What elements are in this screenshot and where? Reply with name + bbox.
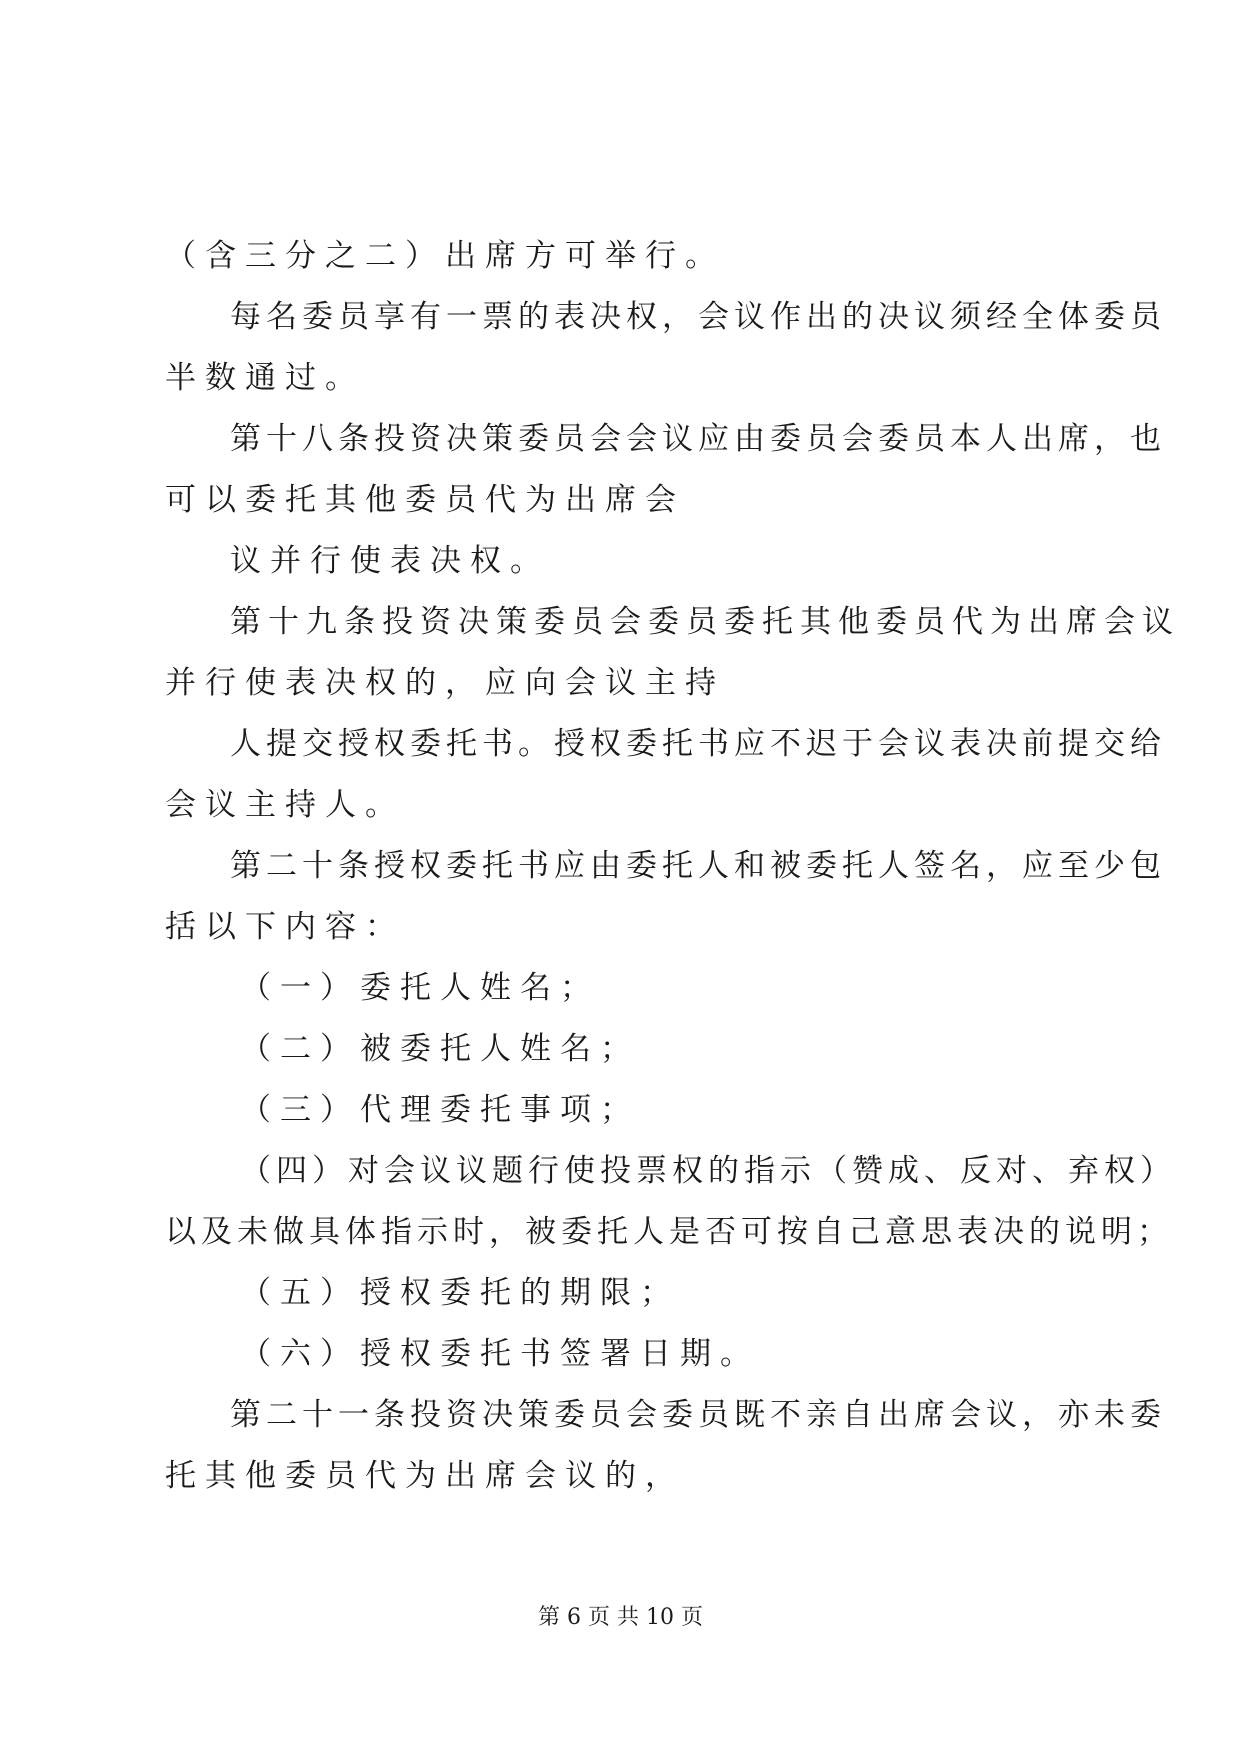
text-line: 并行使表决权的，应向会议主持 (165, 665, 725, 701)
text-line: 可以委托其他委员代为出席会 (165, 482, 685, 518)
list-item: （一）委托人姓名； (240, 970, 600, 1006)
text-line: 第十九条投资决策委员会委员委托其他委员代为出席会议 (230, 604, 1180, 640)
list-item: （三）代理委托事项； (240, 1092, 640, 1128)
text-line: 第二十条授权委托书应由委托人和被委托人签名，应至少包 (230, 848, 1166, 884)
list-item: （二）被委托人姓名； (240, 1031, 640, 1067)
list-item: （四）对会议议题行使投票权的指示（赞成、反对、弃权） (240, 1153, 1176, 1189)
text-line: 以及未做具体指示时，被委托人是否可按自己意思表决的说明； (165, 1214, 1173, 1250)
text-line: 每名委员享有一票的表决权，会议作出的决议须经全体委员 (230, 299, 1166, 335)
list-item: （五）授权委托的期限； (240, 1275, 680, 1311)
text-line: 人提交授权委托书。授权委托书应不迟于会议表决前提交给 (230, 726, 1166, 762)
text-line: 半数通过。 (165, 360, 365, 396)
text-line: 第十八条投资决策委员会会议应由委员会委员本人出席，也 (230, 421, 1166, 457)
page-number: 第 6 页 共 10 页 (538, 1605, 703, 1630)
text-line: （含三分之二）出席方可举行。 (165, 238, 725, 274)
list-item: （六）授权委托书签署日期。 (240, 1336, 760, 1372)
text-line: 括以下内容： (165, 909, 405, 945)
text-line: 托其他委员代为出席会议的， (165, 1458, 685, 1494)
text-line: 第二十一条投资决策委员会委员既不亲自出席会议，亦未委 (230, 1397, 1166, 1433)
text-line: 会议主持人。 (165, 787, 405, 823)
text-line: 议并行使表决权。 (230, 543, 550, 579)
